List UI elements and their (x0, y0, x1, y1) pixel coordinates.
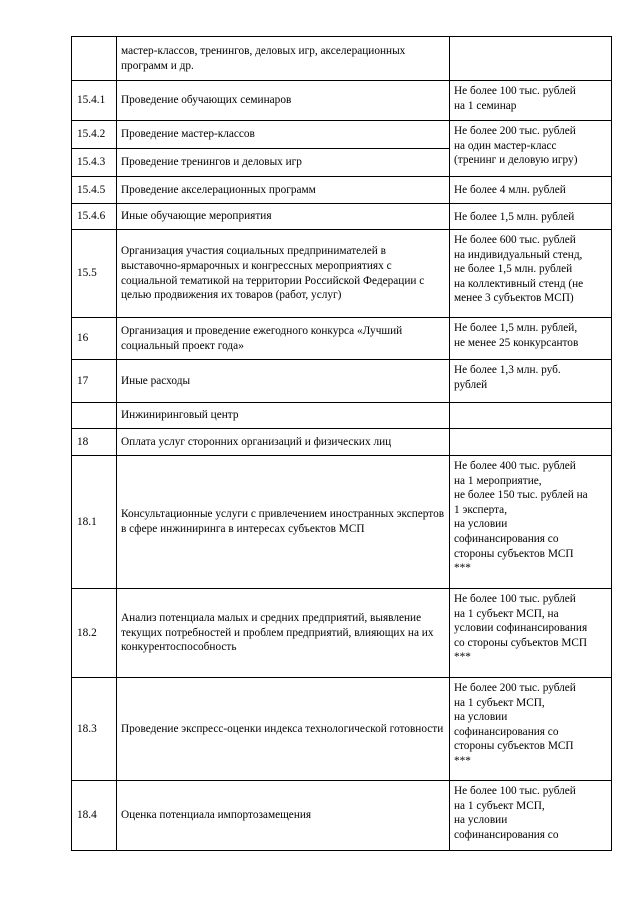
budget-table (71, 36, 612, 851)
row-amount (450, 429, 612, 456)
row-description: Проведение мастер-классов (117, 121, 450, 149)
row-amount: Не более 600 тыс. рублей на индивидуальный стенд, не более 1,5 млн. рублей на коллективный стенд (не менее 3 субъектов МСП) (450, 230, 612, 318)
row-number: 18 (72, 429, 117, 456)
row-description: Анализ потенциала малых и средних предприятий, выявление текущих потребностей и проблем предприятий, влияющих на их конкурентоспособность (117, 589, 450, 678)
row-number: 16 (72, 318, 117, 360)
row-description: Организация участия социальных предпринимателей в выставочно-ярмарочных и конгрессных мероприятиях с социальной тематикой на территории Российской Федерации с целью продвижения их товаров (работ, услуг) (117, 230, 450, 318)
row-amount: Не более 1,5 млн. рублей, не менее 25 конкурсантов (450, 318, 612, 360)
row-amount: Не более 100 тыс. рублей на 1 семинар (450, 81, 612, 121)
row-amount: Не более 200 тыс. рублей на 1 субъект МСП, на условии софинансирования со стороны субъектов МСП *** (450, 678, 612, 781)
row-number (72, 37, 117, 81)
table-row (72, 360, 612, 403)
table-row (72, 177, 612, 204)
table-row (72, 81, 612, 121)
row-number: 15.5 (72, 230, 117, 318)
row-number: 15.4.5 (72, 177, 117, 204)
row-number (72, 403, 117, 429)
row-amount (450, 403, 612, 429)
table-row (72, 589, 612, 678)
table-row (72, 429, 612, 456)
table-row (72, 204, 612, 230)
row-amount (450, 37, 612, 81)
table-row (72, 781, 612, 851)
row-description: Проведение акселерационных программ (117, 177, 450, 204)
row-amount: Не более 100 тыс. рублей на 1 субъект МСП, на условии софинансирования со стороны субъектов МСП *** (450, 589, 612, 678)
row-description: Оценка потенциала импортозамещения (117, 781, 450, 851)
row-description: Организация и проведение ежегодного конкурса «Лучший социальный проект года» (117, 318, 450, 360)
table-row (72, 230, 612, 318)
row-number: 17 (72, 360, 117, 403)
row-amount: Не более 400 тыс. рублей на 1 мероприятие, не более 150 тыс. рублей на 1 эксперта, на условии софинансирования со стороны субъектов МСП *** (450, 456, 612, 589)
row-amount: Не более 200 тыс. рублей на один мастер-класс (тренинг и деловую игру) (450, 121, 612, 177)
row-description: Иные расходы (117, 360, 450, 403)
table-row (72, 456, 612, 589)
row-description: Оплата услуг сторонних организаций и физических лиц (117, 429, 450, 456)
row-description: Проведение экспресс-оценки индекса технологической готовности (117, 678, 450, 781)
row-description: Проведение обучающих семинаров (117, 81, 450, 121)
table-row (72, 318, 612, 360)
row-number: 15.4.2 (72, 121, 117, 149)
table-row (72, 37, 612, 81)
row-number: 18.2 (72, 589, 117, 678)
row-number: 15.4.1 (72, 81, 117, 121)
section-heading: Инжиниринговый центр (117, 403, 450, 429)
row-description: Проведение тренингов и деловых игр (117, 149, 450, 177)
row-amount: Не более 4 млн. рублей (450, 177, 612, 204)
row-amount: Не более 100 тыс. рублей на 1 субъект МСП, на условии софинансирования со (450, 781, 612, 851)
row-amount: Не более 1,3 млн. руб. рублей (450, 360, 612, 403)
row-description: Консультационные услуги с привлечением иностранных экспертов в сфере инжиниринга в интересах субъектов МСП (117, 456, 450, 589)
table-row (72, 678, 612, 781)
row-number: 15.4.6 (72, 204, 117, 230)
row-description: мастер-классов, тренингов, деловых игр, акселерационных программ и др. (117, 37, 450, 81)
row-number: 18.4 (72, 781, 117, 851)
row-number: 15.4.3 (72, 149, 117, 177)
row-amount: Не более 1,5 млн. рублей (450, 204, 612, 230)
row-description: Иные обучающие мероприятия (117, 204, 450, 230)
table-row (72, 121, 612, 149)
table-row (72, 403, 612, 429)
row-number: 18.1 (72, 456, 117, 589)
row-number: 18.3 (72, 678, 117, 781)
